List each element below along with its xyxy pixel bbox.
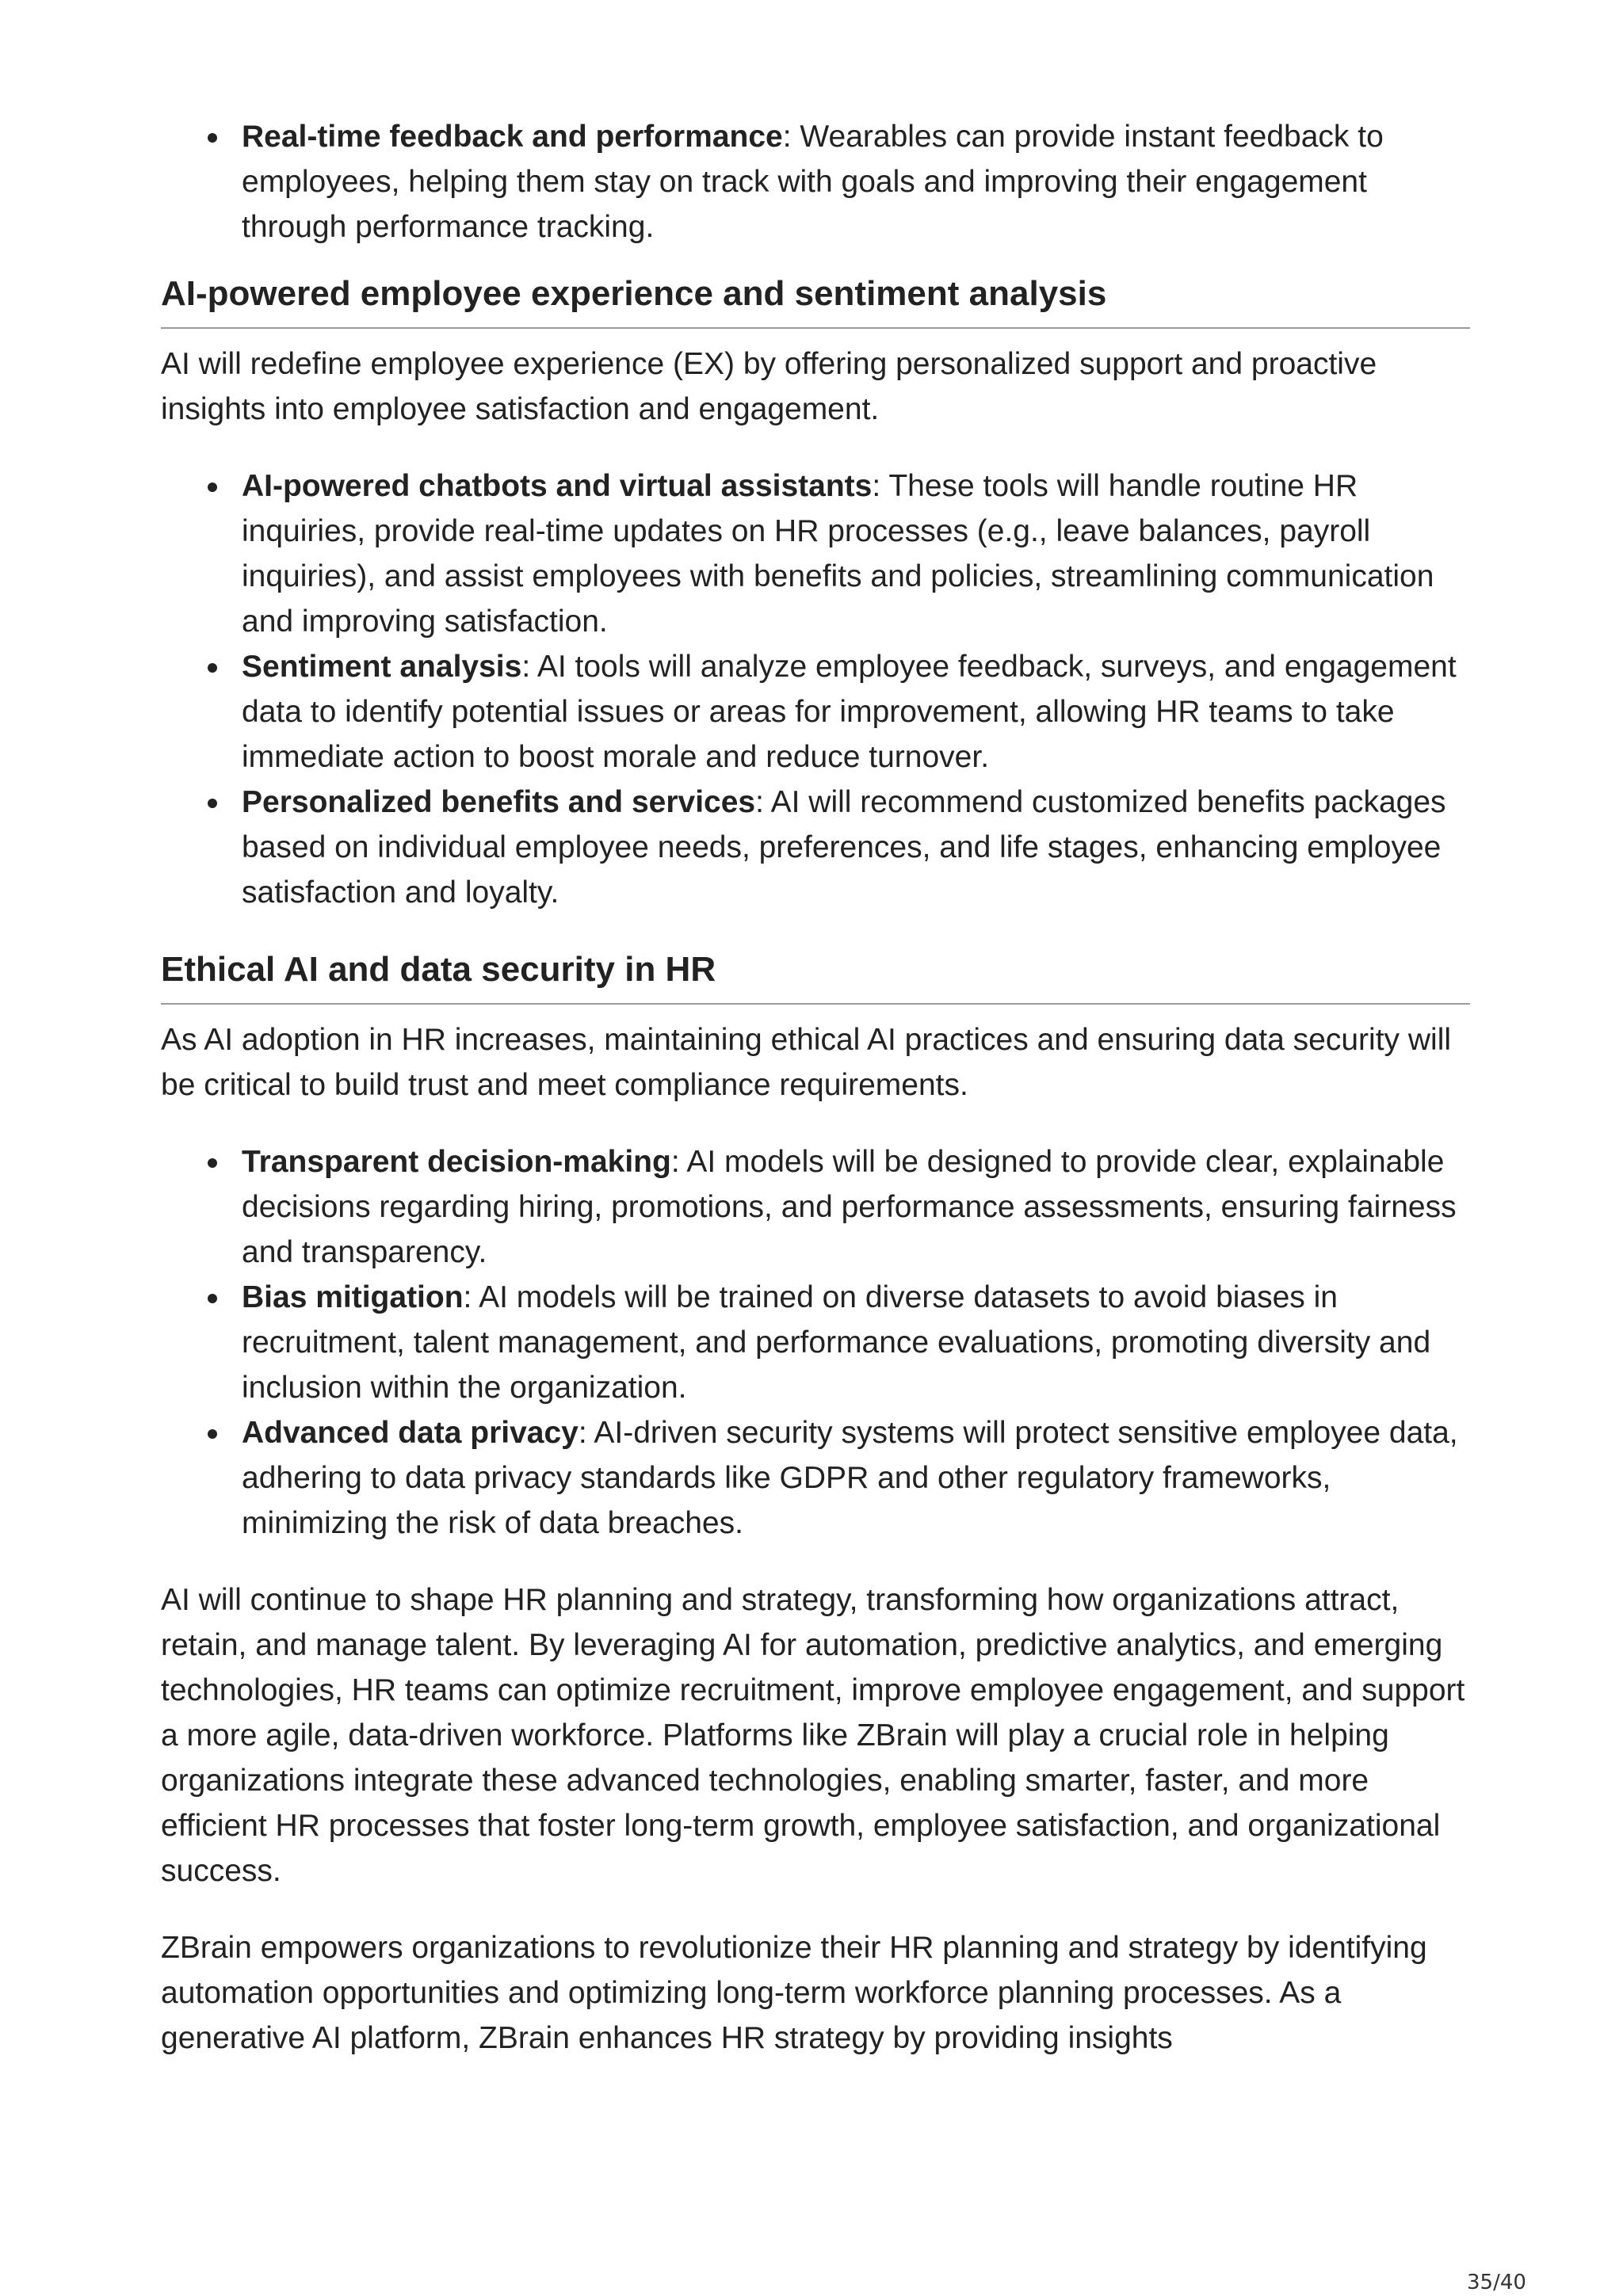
bullet-term: Bias mitigation [242, 1280, 464, 1314]
list-item [242, 463, 1470, 644]
bullet-text: : AI tools will analyze employee feedback, surveys, and engagement data to identify potential issues or areas for improvement, allowing HR teams to take immediate action to boost morale and reduce turnover. [242, 650, 1457, 774]
list-item [242, 1139, 1470, 1275]
intro-bullet-list [161, 114, 1470, 250]
list-item [242, 780, 1470, 915]
bullet-term: Personalized benefits and services [242, 785, 756, 819]
bullet-term: Advanced data privacy [242, 1416, 579, 1450]
bullet-text: : AI models will be designed to provide clear, explainable decisions regarding hiring, promotions, and performance assessments, ensuring fairness and transparency. [242, 1145, 1457, 1269]
list-item [242, 114, 1470, 250]
bullet-text: : These tools will handle routine HR inquiries, provide real-time updates on HR processes (e.g., leave balances, payroll inquiries), and assist employees with benefits and policies, streamlining communication and improving satisfaction. [242, 469, 1434, 639]
zbrain-paragraph: ZBrain empowers organizations to revolutionize their HR planning and strategy by identifying automation opportunities and optimizing long-term workforce planning processes. As a generative AI platform, ZBrain enhances HR strategy by providing insights [161, 1931, 1427, 2055]
bullet-term: Sentiment analysis [242, 650, 522, 684]
bullet-text: : Wearables can provide instant feedback to employees, helping them stay on track with goals and improving their engagement through performance tracking. [242, 120, 1384, 244]
bullet-text: : AI will recommend customized benefits packages based on individual employee needs, preferences, and life stages, enhancing employee satisfaction and loyalty. [242, 785, 1446, 910]
bullet-text: : AI-driven security systems will protect sensitive employee data, adhering to data privacy standards like GDPR and other regulatory frameworks, minimizing the risk of data breaches. [242, 1416, 1458, 1540]
employee-experience-bullet-list [161, 463, 1470, 915]
page-number: 35/40 [1467, 2271, 1526, 2294]
section-heading-employee-experience: AI-powered employee experience and sentiment analysis [161, 272, 1470, 329]
conclusion-paragraph: AI will continue to shape HR planning and strategy, transforming how organizations attract, retain, and manage talent. By leveraging AI for automation, predictive analytics, and emerging technologies, HR teams can optimize recruitment, improve employee engagement, and support a more agile, data-driven workforce. Platforms like ZBrain will play a crucial role in helping organizations integrate these advanced technologies, enabling smarter, faster, and more efficient HR processes that foster long-term growth, employee satisfaction, and organizational success. [161, 1583, 1465, 1888]
section-heading-ethical-ai: Ethical AI and data security in HR [161, 948, 1470, 1005]
document-page [161, 111, 1470, 2061]
bullet-term: Real-time feedback and performance [242, 120, 783, 154]
list-item [242, 1410, 1470, 1546]
bullet-term: AI-powered chatbots and virtual assistants [242, 469, 873, 503]
ethical-ai-bullet-list [161, 1139, 1470, 1546]
section-intro: As AI adoption in HR increases, maintaining ethical AI practices and ensuring data security will be critical to build trust and meet compliance requirements. [161, 1023, 1452, 1102]
list-item [242, 644, 1470, 780]
section-intro: AI will redefine employee experience (EX) by offering personalized support and proactive insights into employee satisfaction and engagement. [161, 347, 1377, 426]
bullet-term: Transparent decision-making [242, 1145, 671, 1179]
bullet-text: : AI models will be trained on diverse datasets to avoid biases in recruitment, talent management, and performance evaluations, promoting diversity and inclusion within the organization. [242, 1280, 1431, 1405]
list-item [242, 1275, 1470, 1410]
